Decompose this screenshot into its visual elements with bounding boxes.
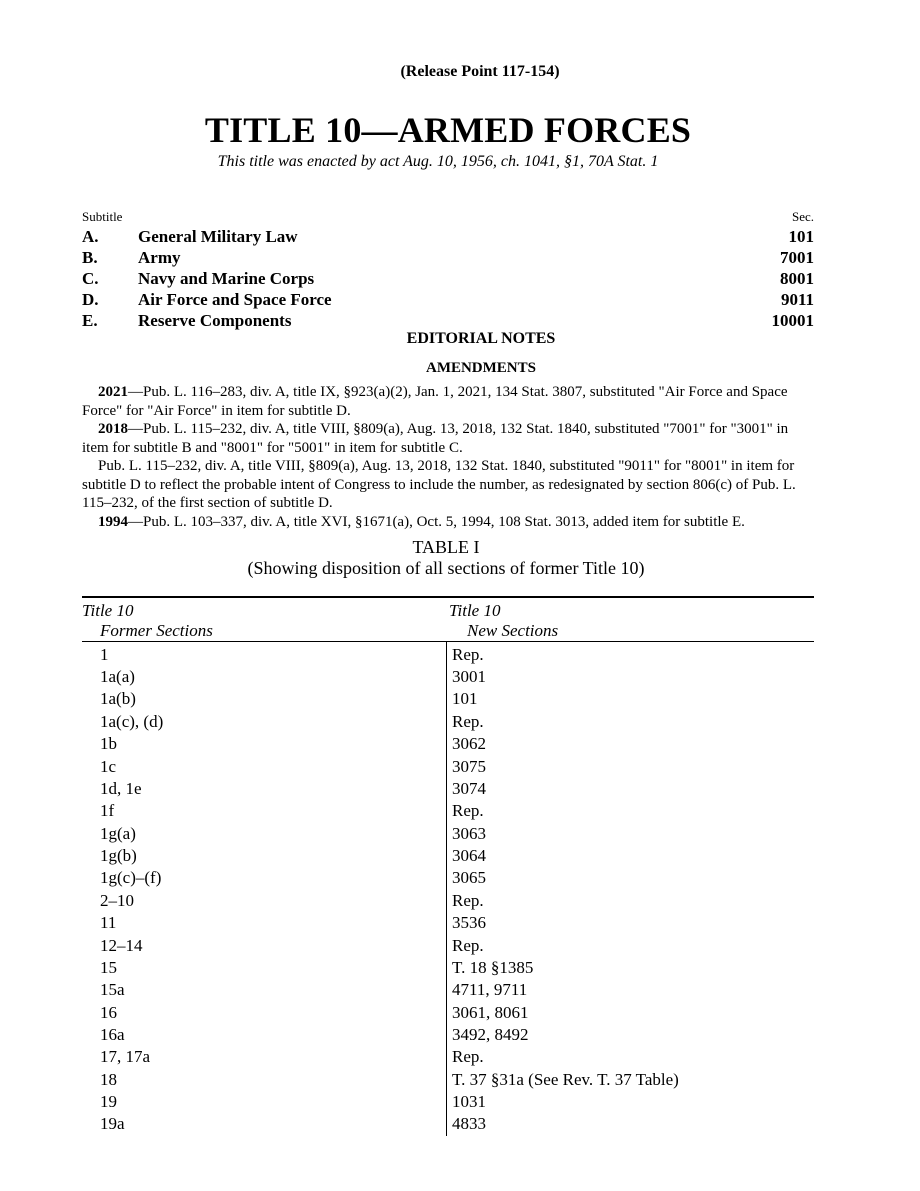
table-row — [82, 1025, 814, 1047]
new-section: 3536 — [452, 913, 486, 932]
section-column-header: Sec. — [791, 209, 814, 224]
amendment-year: 2021 — [98, 384, 128, 400]
former-section: 1g(a) — [100, 824, 136, 843]
table-row — [82, 1092, 814, 1114]
new-section: T. 18 §1385 — [452, 958, 534, 977]
former-section: 1b — [100, 734, 117, 753]
table-row — [82, 712, 814, 734]
new-section: Rep. — [452, 936, 484, 955]
subtitle-letter: E. — [82, 311, 98, 330]
subtitle-section: 101 — [788, 227, 814, 246]
amendment-text: —Pub. L. 103–337, div. A, title XVI, §1671(a), Oct. 5, 1994, 108 Stat. 3013, added item for subtitle E. — [128, 513, 745, 530]
amendment-notes — [82, 383, 818, 531]
subtitle-name: General Military Law — [138, 227, 298, 246]
subtitle-row — [82, 248, 814, 269]
new-column-header-line1: Title 10 — [449, 601, 501, 620]
former-section: 19a — [100, 1114, 125, 1133]
amendment-text: Pub. L. 115–232, div. A, title VIII, §809(a), Aug. 13, 2018, 132 Stat. 1840, substituted "9011" for "8001" in item for subtitle D to reflect the probable intent of Congress to include the number, as redesignated by section 806(c) of Pub. L. 115–232, of the first section of subtitle D. — [82, 458, 796, 511]
subtitle-section: 9011 — [780, 290, 814, 309]
subtitle-row — [82, 290, 814, 311]
new-section: 3064 — [452, 846, 486, 865]
amendment-note — [82, 457, 818, 513]
former-section: 2–10 — [100, 891, 134, 910]
table-row — [82, 1047, 814, 1069]
former-section: 15 — [100, 958, 117, 977]
table-top-rule — [82, 596, 814, 598]
former-section: 17, 17a — [100, 1047, 151, 1066]
amendment-year: 1994 — [98, 513, 128, 530]
former-section: 1 — [100, 645, 109, 664]
subtitle-letter: C. — [82, 269, 99, 288]
table-row — [82, 734, 814, 756]
subtitle-name: Navy and Marine Corps — [138, 269, 315, 288]
table-row — [82, 958, 814, 980]
new-section: Rep. — [452, 645, 484, 664]
new-section: T. 37 §31a (See Rev. T. 37 Table) — [452, 1070, 679, 1089]
former-section: 19 — [100, 1092, 117, 1111]
table-row — [82, 1003, 814, 1025]
former-section: 1a(a) — [100, 667, 135, 686]
subtitle-row — [82, 269, 814, 290]
new-section: 3063 — [452, 824, 486, 843]
former-section: 15a — [100, 980, 125, 999]
former-section: 1d, 1e — [100, 779, 142, 798]
former-section: 11 — [100, 913, 117, 932]
former-section: 18 — [100, 1070, 117, 1089]
new-section: Rep. — [452, 891, 484, 910]
new-section: 3061, 8061 — [452, 1003, 529, 1022]
page-title: TITLE 10—ARMED FORCES — [204, 110, 692, 150]
table-row — [82, 1070, 814, 1092]
amendment-text: —Pub. L. 116–283, div. A, title IX, §923(a)(2), Jan. 1, 2021, 134 Stat. 3807, substituted "Air Force and Space Force" for "Air Force" in item for subtitle D. — [82, 384, 788, 419]
new-section: 1031 — [452, 1092, 486, 1111]
former-section: 1g(b) — [100, 846, 137, 865]
subtitle-name: Air Force and Space Force — [138, 290, 332, 309]
subtitle-letter: B. — [82, 248, 98, 267]
table-row — [82, 846, 814, 868]
former-section: 16a — [100, 1025, 125, 1044]
table-header-rule — [82, 641, 814, 642]
former-column-header-line1: Title 10 — [82, 601, 134, 620]
subtitle-letter: A. — [82, 227, 99, 246]
enactment-note: This title was enacted by act Aug. 10, 1956, ch. 1041, §1, 70A Stat. 1 — [217, 153, 659, 170]
new-section: 4833 — [452, 1114, 486, 1133]
amendment-note — [82, 513, 818, 532]
table-subtitle: (Showing disposition of all sections of former Title 10) — [247, 558, 645, 578]
subtitle-column-header: Subtitle — [82, 209, 123, 224]
table-row — [82, 980, 814, 1002]
new-section: 4711, 9711 — [452, 980, 528, 999]
amendment-note — [82, 420, 818, 457]
amendment-text: —Pub. L. 115–232, div. A, title VIII, §809(a), Aug. 13, 2018, 132 Stat. 1840, substituted "7001" for "3001" in item for subtitle B and "8001" for "5001" in item for subtitle C. — [82, 421, 789, 456]
new-column-header-line2: New Sections — [467, 621, 559, 640]
new-section: Rep. — [452, 801, 484, 820]
new-section: 3062 — [452, 734, 486, 753]
former-section: 1g(c)–(f) — [100, 868, 162, 887]
amendment-year: 2018 — [98, 421, 128, 437]
subtitle-section: 10001 — [771, 311, 814, 330]
former-column-header-line2: Former Sections — [100, 621, 213, 640]
table-row — [82, 936, 814, 958]
table-row — [82, 891, 814, 913]
table-row — [82, 801, 814, 823]
new-section: Rep. — [452, 1047, 484, 1066]
new-section: 3065 — [452, 868, 486, 887]
release-point: (Release Point 117-154) — [400, 63, 560, 80]
table-row — [82, 757, 814, 779]
new-section: 3075 — [452, 757, 486, 776]
new-section: 3001 — [452, 667, 486, 686]
amendment-note — [82, 383, 818, 420]
table-row — [82, 667, 814, 689]
table-row — [82, 645, 814, 667]
former-section: 16 — [100, 1003, 117, 1022]
table-row — [82, 868, 814, 890]
table-row — [82, 1114, 814, 1136]
table-row — [82, 824, 814, 846]
former-section: 1a(c), (d) — [100, 712, 164, 731]
subtitle-row — [82, 311, 814, 332]
subtitle-name: Reserve Components — [138, 311, 292, 330]
new-section: 3492, 8492 — [452, 1025, 529, 1044]
former-section: 12–14 — [100, 936, 143, 955]
table-title: TABLE I — [412, 537, 480, 557]
former-section: 1c — [100, 757, 117, 776]
subtitle-name: Army — [138, 248, 181, 267]
table-row — [82, 689, 814, 711]
table-row — [82, 779, 814, 801]
new-section: 3074 — [452, 779, 486, 798]
subtitle-letter: D. — [82, 290, 99, 309]
table-row — [82, 913, 814, 935]
amendments-heading: AMENDMENTS — [425, 360, 536, 376]
former-section: 1f — [100, 801, 115, 820]
new-section: 101 — [452, 689, 478, 708]
former-section: 1a(b) — [100, 689, 136, 708]
new-section: Rep. — [452, 712, 484, 731]
subtitle-section: 7001 — [780, 248, 814, 267]
editorial-notes-heading: EDITORIAL NOTES — [406, 330, 556, 347]
subtitle-row — [82, 227, 814, 248]
subtitle-section: 8001 — [780, 269, 814, 288]
